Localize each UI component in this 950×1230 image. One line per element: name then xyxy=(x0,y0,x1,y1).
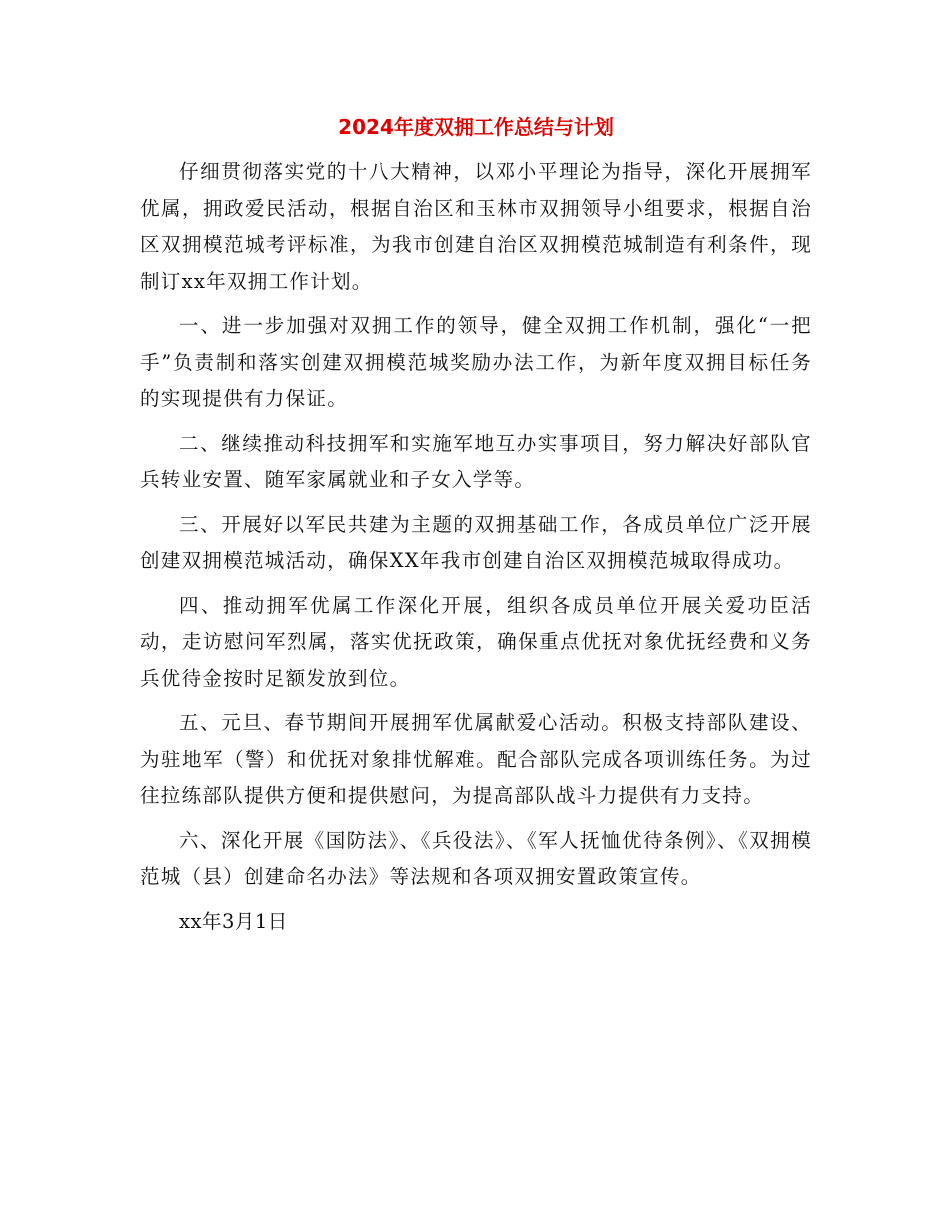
paragraph-item-2: 二、继续推动科技拥军和实施军地互办实事项目，努力解决好部队官兵转业安置、随军家属就业和子女入学等。 xyxy=(140,431,812,491)
paragraph-item-5: 五、元旦、春节期间开展拥军优属献爱心活动。积极支持部队建设、为驻地军（警）和优抚对象排忧解难。配合部队完成各项训练任务。为过往拉练部队提供方便和提供慰问，为提高部队战斗力提供有力支持。 xyxy=(140,711,812,807)
paragraph-item-3: 三、开展好以军民共建为主题的双拥基础工作，各成员单位广泛开展创建双拥模范城活动，确保XX年我市创建自治区双拥模范城取得成功。 xyxy=(140,512,812,572)
paragraph-item-6: 六、深化开展《国防法》、《兵役法》、《军人抚恤优待条例》、《双拥模范城（县）创建命名办法》等法规和各项双拥安置政策宣传。 xyxy=(140,828,812,888)
document-page xyxy=(140,112,812,940)
document-date: xx年3月1日 xyxy=(179,909,288,933)
paragraph-intro: 仔细贯彻落实党的十八大精神，以邓小平理论为指导，深化开展拥军优属，拥政爱民活动，根据自治区和玉林市双拥领导小组要求，根据自治区双拥模范城考评标准，为我市创建自治区双拥模范城制造有利条件，现制订xx年双拥工作计划。 xyxy=(140,160,812,293)
paragraph-item-1: 一、进一步加强对双拥工作的领导，健全双拥工作机制，强化“一把手”负责制和落实创建双拥模范城奖励办法工作，为新年度双拥目标任务的实现提供有力保证。 xyxy=(140,314,812,410)
document-title: 2024年度双拥工作总结与计划 xyxy=(338,115,614,139)
paragraph-item-4: 四、推动拥军优属工作深化开展，组织各成员单位开展关爱功臣活动，走访慰问军烈属，落实优抚政策，确保重点优抚对象优抚经费和义务兵优待金按时足额发放到位。 xyxy=(140,593,812,690)
